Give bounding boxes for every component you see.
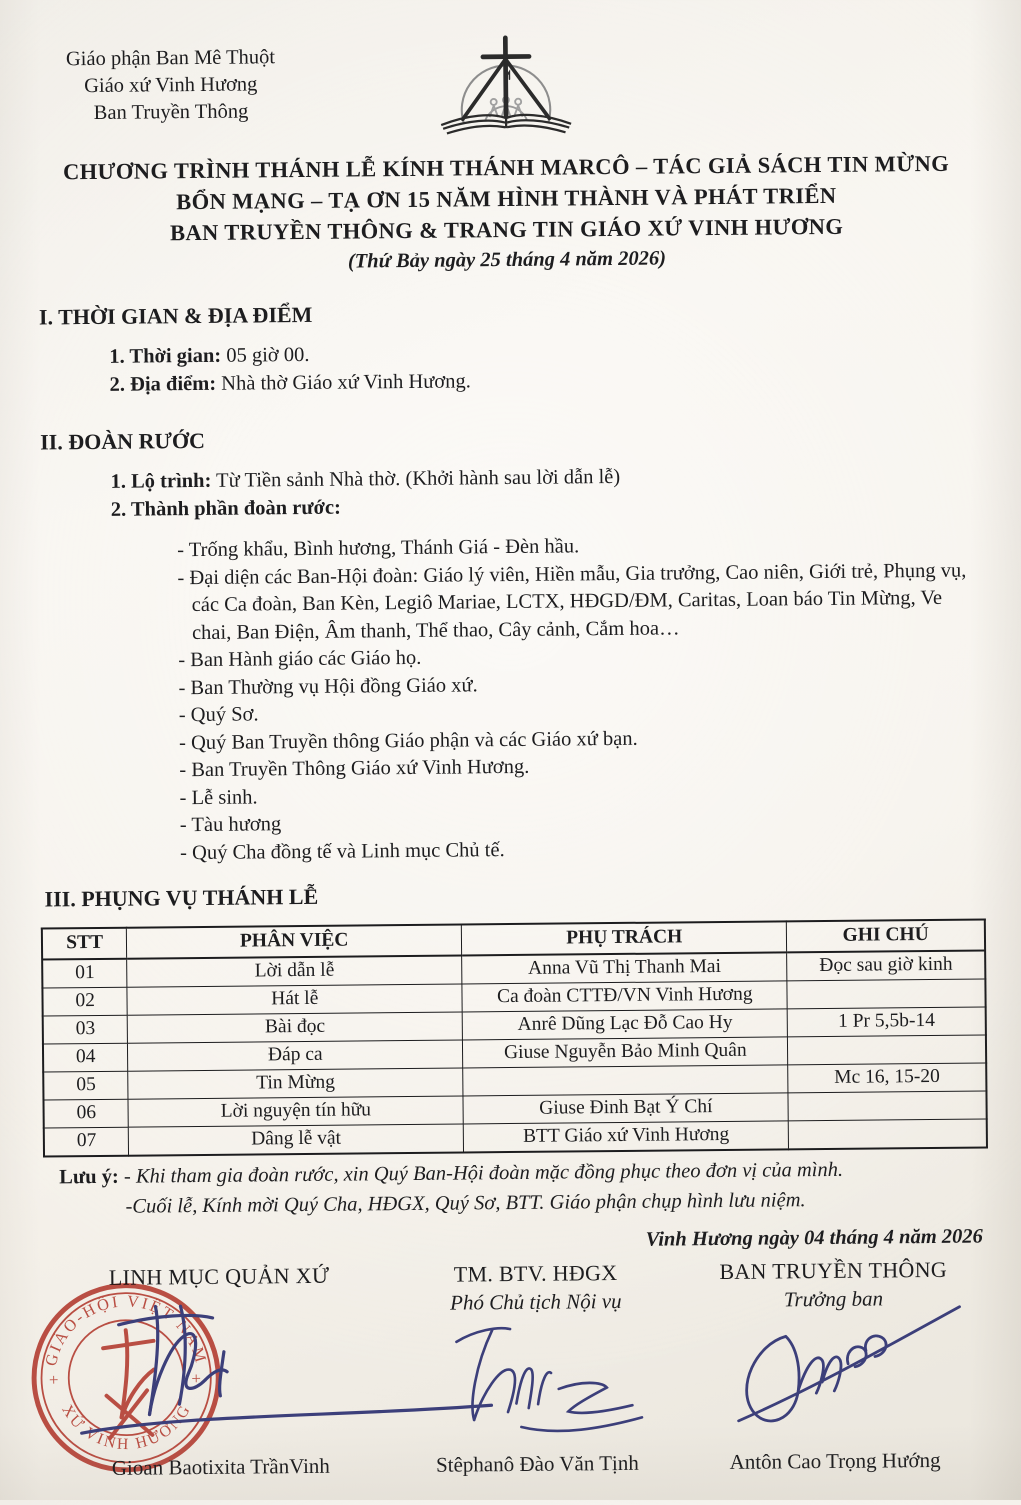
cell-task: Hát lễ: [127, 984, 462, 1015]
organization-block: [40, 44, 301, 127]
media-name: Antôn Cao Trọng Hướng: [679, 1447, 991, 1475]
procession-list: [37, 529, 985, 868]
cell-note: Đọc sau giờ kinh: [787, 950, 985, 980]
document-header: [32, 35, 978, 152]
org-line-diocese: Giáo phận Ban Mê Thuột: [40, 44, 300, 73]
cell-person: Giuse Đinh Bạt Ý Chí: [463, 1093, 789, 1124]
council-title: TM. BTV. HĐGX: [394, 1259, 678, 1288]
section-1-items: [35, 334, 980, 399]
place-value: Nhà thờ Giáo xứ Vinh Hương.: [216, 370, 471, 394]
org-line-parish: Giáo xứ Vinh Hương: [41, 71, 301, 100]
title-line-3: BAN TRUYỀN THÔNG & TRANG TIN GIÁO XỨ VINH HƯƠNG: [34, 209, 979, 249]
list-item: - Ban Thường vụ Hội đồng Giáo xứ.: [178, 667, 983, 702]
council-subtitle: Phó Chủ tịch Nội vụ: [394, 1288, 678, 1316]
col-header-stt: STT: [42, 928, 127, 960]
stamp-center-emblem-icon: [103, 1330, 155, 1438]
document-title: [33, 147, 979, 279]
cell-task: Lời nguyện tín hữu: [128, 1096, 463, 1127]
council-signature-icon: [408, 1311, 689, 1446]
cell-note: Mc 16, 15-20: [788, 1063, 986, 1093]
list-item: - Quý Ban Truyền thông Giáo phận và các Giáo xứ bạn.: [179, 722, 984, 757]
pastor-title: LINH MỤC QUẢN XỨ: [44, 1262, 394, 1291]
round-parish-seal-stamp-icon: [26, 1278, 226, 1478]
cell-note: 1 Pr 5,5b-14: [788, 1007, 986, 1037]
signature-block-pastor: [44, 1262, 396, 1483]
section-1-heading: I. THỜI GIAN & ĐỊA ĐIỂM: [35, 295, 980, 330]
cell-person: [463, 1065, 789, 1096]
route-label: 1. Lộ trình:: [110, 470, 211, 493]
list-item: - Đại diện các Ban-Hội đoàn: Giáo lý viên, Hiền mẫu, Gia trưởng, Cao niên, Giới trẻ, Phụng vụ, các Ca đoàn, Ban Kèn, Legiô Mariae, LCTX, HĐGD/ĐM, Caritas, Loan báo Tin Mừng, Ve chai, Ban Điện, Âm thanh, Thể thao, Cây cảnh, Cắm hoa…: [177, 557, 983, 647]
cell-person: BTT Giáo xứ Vinh Hương: [463, 1121, 789, 1153]
media-title: BAN TRUYỀN THÔNG: [677, 1256, 989, 1285]
liturgy-assignments-table: [41, 918, 988, 1157]
col-header-note: GHI CHÚ: [787, 919, 985, 952]
note-text-1: - Khi tham gia đoàn rước, xin Quý Ban-Hội đoàn mặc đồng phục theo đơn vị của mình.: [119, 1159, 843, 1188]
signature-block-council: [394, 1259, 680, 1480]
title-line-2: BỔN MẠNG – TẠ ƠN 15 NĂM HÌNH THÀNH VÀ PHÁT TRIỂN: [34, 178, 979, 218]
cell-task: Dâng lễ vật: [129, 1124, 464, 1156]
cell-person: Giuse Nguyễn Bảo Minh Quân: [463, 1037, 789, 1068]
org-line-committee: Ban Truyền Thông: [41, 98, 301, 127]
col-header-task: PHÂN VIỆC: [127, 924, 462, 958]
cell-stt: 05: [43, 1071, 128, 1100]
cell-person: Anna Vũ Thị Thanh Mai: [462, 952, 788, 984]
list-item: - Ban Truyền Thông Giáo xứ Vinh Hương.: [179, 749, 984, 784]
cell-stt: 03: [43, 1015, 128, 1044]
stamp-cross-right-icon: +: [191, 1369, 201, 1388]
list-item: - Trống khẩu, Bình hương, Thánh Giá - Đèn hầu.: [177, 529, 982, 564]
cell-person: Anrê Dũng Lạc Đỗ Cao Hy: [462, 1009, 788, 1040]
cell-stt: 07: [44, 1127, 129, 1156]
cell-stt: 01: [42, 959, 127, 988]
time-value: 05 giờ 00.: [221, 344, 310, 367]
place-date-line: Vinh Hương ngày 04 tháng 4 năm 2026: [44, 1225, 989, 1257]
list-item: - Quý Sơ.: [179, 694, 984, 729]
stamp-bottom-text: XỨ VINH HƯƠNG: [58, 1401, 195, 1454]
media-subtitle: Trưởng ban: [677, 1285, 989, 1313]
cell-task: Lời dẫn lễ: [127, 955, 462, 987]
pastor-name: Gioan Baotixita TrầnVinh: [46, 1453, 396, 1481]
place-label: 2. Địa điểm:: [110, 373, 217, 396]
cell-person: Ca đoàn CTTĐ/VN Vinh Hương: [462, 981, 788, 1012]
time-label: 1. Thời gian:: [109, 345, 221, 368]
cell-stt: 02: [42, 987, 127, 1016]
media-signature-icon: [708, 1293, 981, 1436]
stamp-top-text: GIÁO-HỘI VIỆT NAM: [40, 1290, 211, 1368]
signature-block-media: [677, 1256, 991, 1477]
list-item: - Lễ sinh.: [179, 777, 984, 812]
cell-task: Bài đọc: [128, 1012, 463, 1043]
title-line-1: CHƯƠNG TRÌNH THÁNH LỄ KÍNH THÁNH MARCÔ – TÁC GIẢ SÁCH TIN MỪNG: [33, 147, 978, 187]
route-value: Từ Tiền sảnh Nhà thờ. (Khởi hành sau lời dẫn lễ): [211, 466, 620, 492]
council-name: Stêphanô Đào Văn Tịnh: [396, 1450, 680, 1478]
composition-label: 2. Thành phần đoàn rước:: [111, 497, 341, 521]
cell-stt: 04: [43, 1043, 128, 1072]
event-date-line: (Thứ Bảy ngày 25 tháng 4 năm 2026): [34, 240, 979, 279]
notes-block: [43, 1153, 989, 1222]
cell-task: Đáp ca: [128, 1040, 463, 1071]
section-3-heading: III. PHỤNG VỤ THÁNH LỄ: [40, 877, 985, 912]
list-item: - Ban Hành giáo các Giáo họ.: [178, 639, 983, 674]
section-2-items: [36, 459, 981, 524]
list-item: - Tàu hương: [180, 804, 985, 839]
cross-over-open-book-logo-icon: [425, 29, 586, 153]
signature-section: [44, 1256, 991, 1483]
note-label: Lưu ý:: [59, 1166, 119, 1189]
section-2-heading: II. ĐOÀN RƯỚC: [36, 420, 981, 455]
col-header-person: PHỤ TRÁCH: [461, 921, 787, 955]
cell-stt: 06: [43, 1099, 128, 1128]
list-item: - Quý Cha đồng tế và Linh mục Chủ tế.: [180, 832, 985, 867]
cell-task: Tin Mừng: [128, 1068, 463, 1099]
note-line-2: -Cuối lễ, Kính mời Quý Cha, HĐGX, Quý Sơ, BTT. Giáo phận chụp hình lưu niệm.: [59, 1183, 988, 1222]
cell-note: [788, 1091, 986, 1121]
stamp-cross-left-icon: +: [49, 1370, 59, 1389]
cell-note: [787, 979, 985, 1009]
cell-note: [789, 1119, 987, 1149]
cell-note: [788, 1035, 986, 1065]
